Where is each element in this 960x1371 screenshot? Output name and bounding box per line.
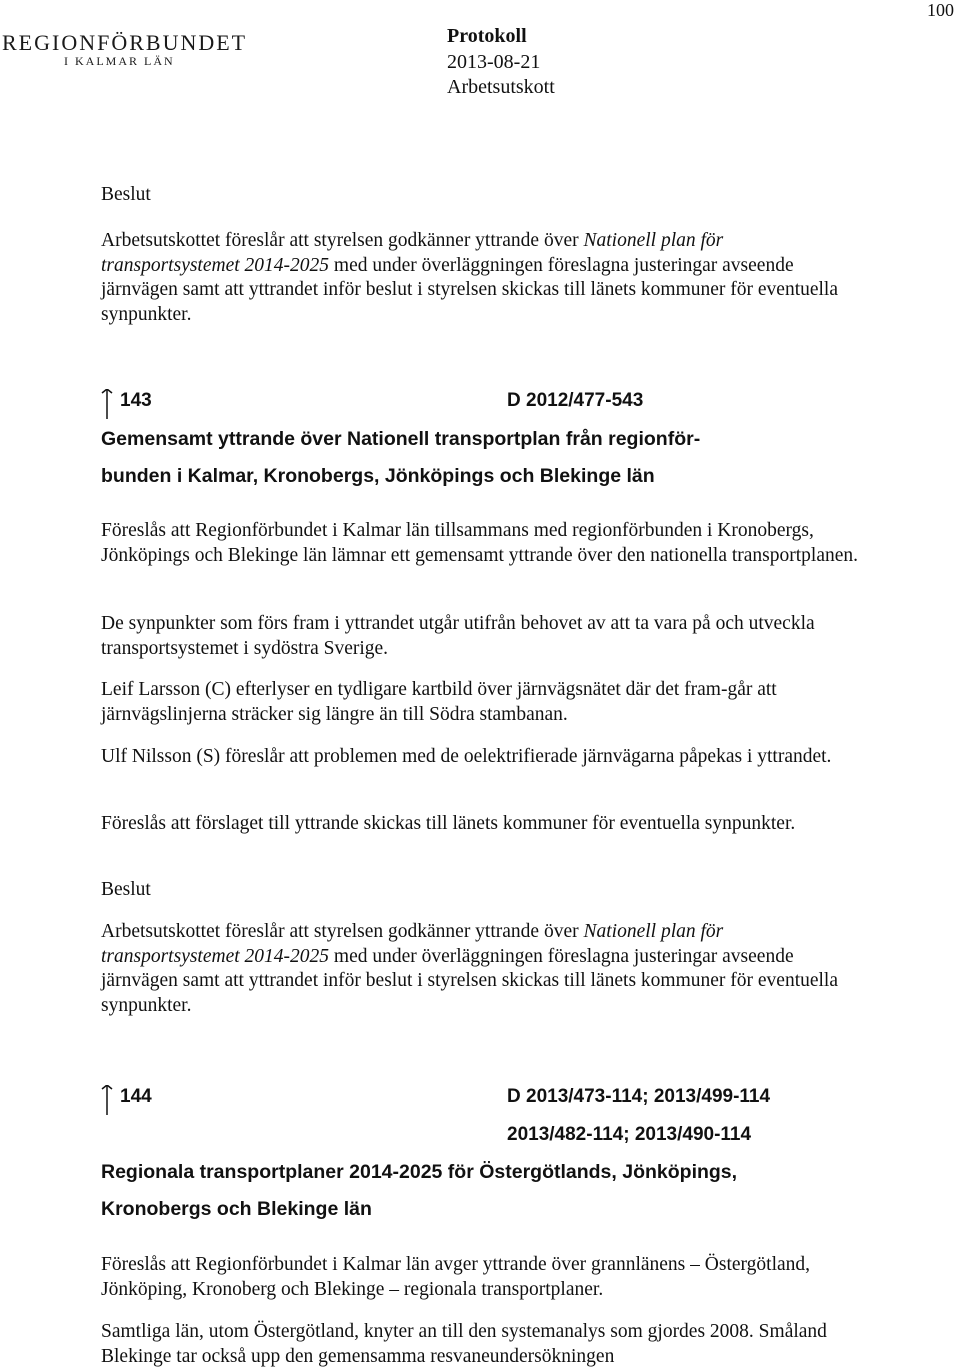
section-143-diarie: D 2012/477-543: [507, 390, 644, 411]
section-144-para-1: Föreslås att Regionförbundet i Kalmar län avger yttrande över grannlänens – Östergötland, Jönköping, Kronoberg och Blekinge – regionala transportplaner.: [101, 1254, 811, 1300]
section-143-plan-title: Nationell plan för transportsystemet 2014-2025: [101, 921, 724, 967]
section-143-beslut-label: Beslut: [101, 879, 151, 900]
section-144-para-2: Samtliga län, utom Östergötland, knyter an till den systemanalys som gjordes 2008. Småland Blekinge tar också upp den gemensamma resvaneundersökningen: [101, 1321, 827, 1367]
section-143-marker: [101, 389, 113, 424]
section-144-number: 144: [120, 1086, 152, 1107]
section-143-para-2: De synpunkter som förs fram i yttrandet utgår utifrån behovet av att ta vara på och utveckla transportsystemet i sydöstra Sverige.: [101, 613, 815, 659]
section-144-marker: [101, 1085, 113, 1120]
section-143-title: Gemensamt yttrande över Nationell transportplan från regionför- bunden i Kalmar, Kronobergs, Jönköpings och Blekinge län: [101, 428, 701, 487]
section-143-beslut-text: Arbetsutskottet föreslår att styrelsen godkänner yttrande över Nationell plan för transportsystemet 2014-2025 med under överläggningen föreslagna justeringar avseende järnvägen samt att yttrandet inför beslut i styrelsen skickas till länets kommuner för eventuella synpunkter.: [101, 921, 839, 1016]
section-143-number: 143: [120, 390, 152, 411]
document-date: 2013-08-21: [447, 51, 541, 73]
section-marker-icon: [101, 1085, 113, 1115]
document-type: Protokoll: [447, 25, 527, 47]
organization-logo: REGIONFÖRBUNDET: [2, 30, 248, 55]
section-marker-icon: [101, 389, 113, 419]
section-143-para-1: Föreslås att Regionförbundet i Kalmar län tillsammans med regionförbunden i Kronobergs, Jönköpings och Blekinge län lämnar ett gemensamt yttrande över den nationella transportplanen.: [101, 520, 859, 566]
section-143-para-3: Leif Larsson (C) efterlyser en tydligare kartbild över järnvägsnätet där det fram-går att järnvägslinjerna sträcker sig längre än till Södra stambanan.: [101, 679, 777, 725]
top-beslut-text: Arbetsutskottet föreslår att styrelsen godkänner yttrande över Nationell plan för transportsystemet 2014-2025 med under överläggningen föreslagna justeringar avseende järnvägen samt att yttrandet inför beslut i styrelsen skickas till länets kommuner för eventuella synpunkter.: [101, 230, 839, 325]
section-143-para-4: Ulf Nilsson (S) föreslår att problemen med de oelektrifierade järnvägarna påpekas i yttrandet.: [101, 746, 832, 767]
section-144-diarie-1: D 2013/473-114; 2013/499-114: [507, 1086, 771, 1107]
page-number: 100: [927, 0, 954, 20]
top-beslut-plan-title: Nationell plan för transportsystemet 2014-2025: [101, 230, 724, 276]
organization-logo-subtitle: I KALMAR LÄN: [64, 54, 175, 68]
section-144-title: Regionala transportplaner 2014-2025 för Östergötlands, Jönköpings, Kronobergs och Blekinge län: [101, 1161, 738, 1220]
section-143-para-5: Föreslås att förslaget till yttrande skickas till länets kommuner för eventuella synpunkter.: [101, 813, 796, 834]
top-beslut-label: Beslut: [101, 184, 151, 205]
document-unit: Arbetsutskott: [447, 76, 555, 98]
section-144-diarie-2: 2013/482-114; 2013/490-114: [507, 1124, 752, 1145]
